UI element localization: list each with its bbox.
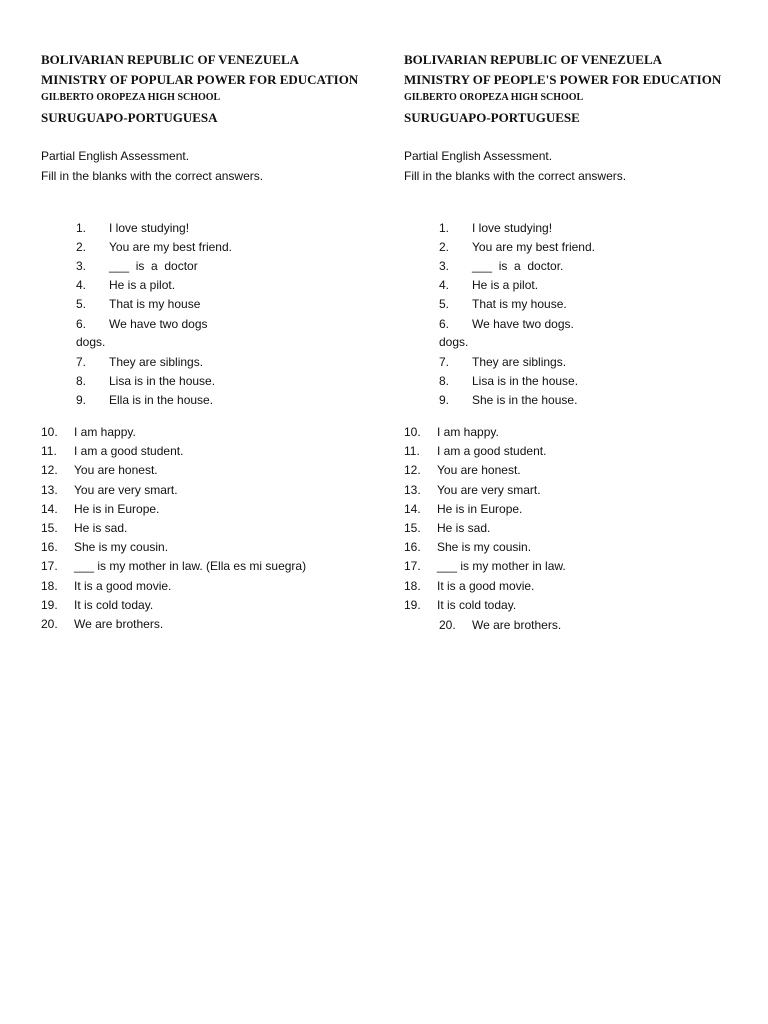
header-school: GILBERTO OROPEZA HIGH SCHOOL bbox=[41, 92, 221, 103]
item-number: 14. bbox=[41, 502, 58, 516]
item-text: Ella is in the house. bbox=[109, 393, 214, 407]
item-number: 15. bbox=[41, 521, 58, 535]
item-number: 8. bbox=[439, 374, 450, 388]
item-text: You are honest. bbox=[437, 463, 521, 477]
item-text: I am a good student. bbox=[74, 444, 184, 458]
item-number: 1. bbox=[76, 221, 87, 235]
item-text: She is in the house. bbox=[472, 393, 578, 407]
item-text: We are brothers. bbox=[472, 618, 562, 632]
item-number: 6. bbox=[76, 317, 87, 331]
item-text: He is a pilot. bbox=[472, 278, 539, 292]
item-number: 16. bbox=[41, 540, 58, 554]
item-text: Lisa is in the house. bbox=[109, 374, 216, 388]
item-continuation: dogs. bbox=[76, 335, 106, 349]
item-number: 1. bbox=[439, 221, 450, 235]
item-text: They are siblings. bbox=[472, 355, 567, 369]
assessment-title: Partial English Assessment. bbox=[41, 149, 190, 163]
item-number: 17. bbox=[41, 559, 58, 573]
header-country: BOLIVARIAN REPUBLIC OF VENEZUELA bbox=[404, 52, 663, 67]
assessment-title: Partial English Assessment. bbox=[404, 149, 553, 163]
item-number: 18. bbox=[41, 579, 58, 593]
item-text: We have two dogs bbox=[109, 317, 208, 331]
assessment-instruction: Fill in the blanks with the correct answers. bbox=[41, 169, 264, 183]
item-number: 13. bbox=[41, 483, 58, 497]
item-text: He is sad. bbox=[74, 521, 128, 535]
item-text: She is my cousin. bbox=[74, 540, 169, 554]
header-ministry: MINISTRY OF POPULAR POWER FOR EDUCATION bbox=[41, 72, 359, 87]
item-number: 14. bbox=[404, 502, 421, 516]
item-text: ___ is a doctor bbox=[109, 259, 198, 273]
item-text: ___ is my mother in law. (Ella es mi suegra) bbox=[74, 559, 307, 573]
item-number: 6. bbox=[439, 317, 450, 331]
left-document bbox=[0, 0, 370, 1024]
item-continuation: dogs. bbox=[439, 335, 469, 349]
item-number: 17. bbox=[404, 559, 421, 573]
item-number: 3. bbox=[76, 259, 87, 273]
item-text: You are very smart. bbox=[74, 483, 178, 497]
item-text: ___ is my mother in law. bbox=[437, 559, 566, 573]
item-text: They are siblings. bbox=[109, 355, 204, 369]
item-number: 2. bbox=[439, 240, 450, 254]
item-number: 8. bbox=[76, 374, 87, 388]
assessment-instruction: Fill in the blanks with the correct answers. bbox=[404, 169, 627, 183]
item-text: We have two dogs. bbox=[472, 317, 574, 331]
item-number: 10. bbox=[41, 425, 58, 439]
header-location: SURUGUAPO-PORTUGUESE bbox=[404, 110, 580, 125]
header-school: GILBERTO OROPEZA HIGH SCHOOL bbox=[404, 92, 584, 103]
item-text: Lisa is in the house. bbox=[472, 374, 579, 388]
item-text: I love studying! bbox=[472, 221, 553, 235]
item-text: I am a good student. bbox=[437, 444, 547, 458]
item-text: You are honest. bbox=[74, 463, 158, 477]
item-text: I love studying! bbox=[109, 221, 190, 235]
item-text: That is my house. bbox=[472, 297, 567, 311]
item-text: He is a pilot. bbox=[109, 278, 176, 292]
item-number: 19. bbox=[41, 598, 58, 612]
item-text: You are my best friend. bbox=[472, 240, 595, 254]
item-text: He is in Europe. bbox=[74, 502, 160, 516]
item-number: 18. bbox=[404, 579, 421, 593]
item-number: 9. bbox=[76, 393, 87, 407]
item-number: 5. bbox=[76, 297, 87, 311]
item-number: 16. bbox=[404, 540, 421, 554]
item-number: 9. bbox=[439, 393, 450, 407]
item-text: You are very smart. bbox=[437, 483, 541, 497]
item-number: 7. bbox=[439, 355, 450, 369]
item-text: He is sad. bbox=[437, 521, 491, 535]
header-location: SURUGUAPO-PORTUGUESA bbox=[41, 110, 218, 125]
item-text: It is a good movie. bbox=[437, 579, 535, 593]
item-number: 12. bbox=[404, 463, 421, 477]
item-text: It is cold today. bbox=[74, 598, 154, 612]
item-text: You are my best friend. bbox=[109, 240, 232, 254]
item-number: 20. bbox=[41, 617, 58, 631]
right-document bbox=[363, 0, 733, 1024]
item-text: It is a good movie. bbox=[74, 579, 172, 593]
item-number: 15. bbox=[404, 521, 421, 535]
item-text: I am happy. bbox=[74, 425, 136, 439]
header-ministry: MINISTRY OF PEOPLE'S POWER FOR EDUCATION bbox=[404, 72, 722, 87]
item-number: 12. bbox=[41, 463, 58, 477]
item-text: She is my cousin. bbox=[437, 540, 532, 554]
item-text: He is in Europe. bbox=[437, 502, 523, 516]
item-number: 7. bbox=[76, 355, 87, 369]
item-number: 11. bbox=[404, 444, 420, 458]
item-text: It is cold today. bbox=[437, 598, 517, 612]
item-text: I am happy. bbox=[437, 425, 499, 439]
item-number: 11. bbox=[41, 444, 57, 458]
item-number: 4. bbox=[76, 278, 87, 292]
item-number: 20. bbox=[439, 618, 456, 632]
item-number: 3. bbox=[439, 259, 450, 273]
item-number: 4. bbox=[439, 278, 450, 292]
item-number: 13. bbox=[404, 483, 421, 497]
header-country: BOLIVARIAN REPUBLIC OF VENEZUELA bbox=[41, 52, 300, 67]
item-number: 10. bbox=[404, 425, 421, 439]
item-number: 2. bbox=[76, 240, 87, 254]
item-text: That is my house bbox=[109, 297, 201, 311]
item-text: ___ is a doctor. bbox=[472, 259, 564, 273]
item-number: 5. bbox=[439, 297, 450, 311]
item-number: 19. bbox=[404, 598, 421, 612]
item-text: We are brothers. bbox=[74, 617, 164, 631]
